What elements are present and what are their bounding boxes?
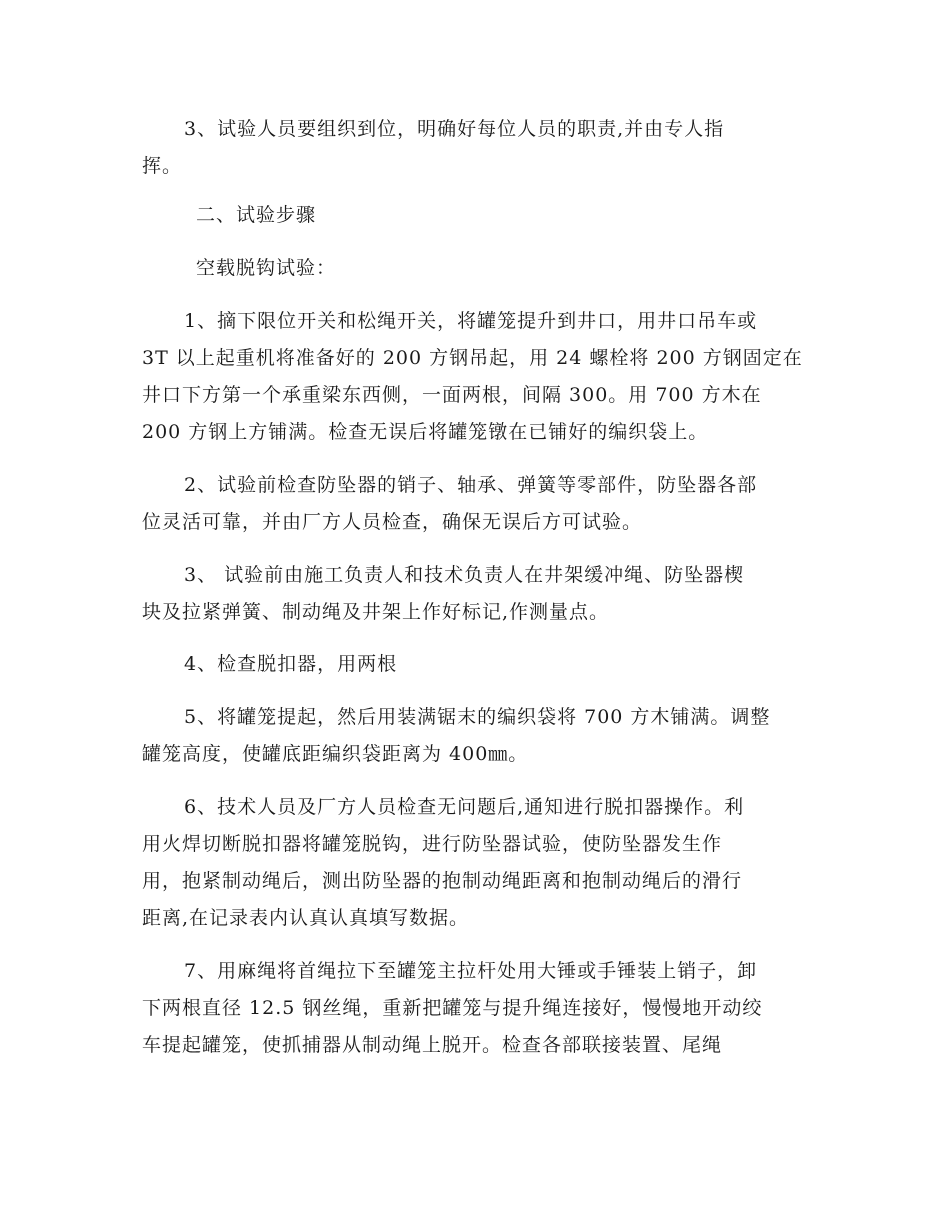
text-line: 井口下方第一个承重梁东西侧，一面两根，间隔 300。用 700 方木在	[142, 384, 762, 406]
text-line: 7、用麻绳将首绳拉下至罐笼主拉杆处用大锤或手锤装上销子，卸	[184, 960, 758, 982]
text-line: 用，抱紧制动绳后，测出防坠器的抱制动绳距离和抱制动绳后的滑行	[142, 870, 743, 892]
paragraph-step-4	[142, 646, 808, 683]
text-line: 200 方钢上方铺满。检查无误后将罐笼镦在已铺好的编织袋上。	[142, 421, 709, 443]
paragraph-step-6	[142, 789, 808, 937]
text-line: 车提起罐笼，使抓捕器从制动绳上脱开。检查各部联接装置、尾绳	[142, 1034, 723, 1056]
text-line: 3、 试验前由施工负责人和技术负责人在井架缓冲绳、防坠器楔	[184, 564, 745, 586]
text-line: 用火焊切断脱扣器将罐笼脱钩，进行防坠器试验，使防坠器发生作	[142, 833, 723, 855]
paragraph-step-7	[142, 953, 808, 1064]
text-line: 挥。	[142, 155, 183, 177]
text-line: 2、试验前检查防坠器的销子、轴承、弹簧等零部件，防坠器各部	[184, 474, 758, 496]
text-line: 下两根直径 12.5 钢丝绳，重新把罐笼与提升绳连接好，慢慢地开动绞	[142, 997, 763, 1019]
subheading: 空载脱钩试验：	[196, 257, 337, 279]
text-line: 4、检查脱扣器，用两根	[184, 653, 398, 675]
paragraph-step-2	[142, 467, 808, 541]
text-line: 块及拉紧弹簧、制动绳及井架上作好标记,作测量点。	[142, 601, 610, 623]
text-line: 3、试验人员要组织到位，明确好每位人员的职责,并由专人指	[184, 118, 725, 140]
paragraph-step-1	[142, 303, 808, 451]
text-line: 罐笼高度，使罐底距编织袋距离为 400㎜。	[142, 743, 529, 765]
paragraph-step-5	[142, 699, 808, 773]
text-line: 6、技术人员及厂方人员检查无问题后,通知进行脱扣器操作。利	[184, 796, 745, 818]
text-line: 距离,在记录表内认真认真填写数据。	[142, 907, 470, 929]
text-line: 1、摘下限位开关和松绳开关，将罐笼提升到井口，用井口吊车或	[184, 310, 758, 332]
text-line: 3T 以上起重机将准备好的 200 方钢吊起，用 24 螺栓将 200 方钢固定在	[142, 347, 803, 369]
section-heading: 二、试验步骤	[196, 204, 317, 226]
text-line: 5、将罐笼提起，然后用装满锯末的编织袋将 700 方木铺满。调整	[184, 706, 771, 728]
paragraph-personnel	[142, 111, 808, 185]
paragraph-step-3	[142, 557, 808, 631]
text-line: 位灵活可靠，并由厂方人员检查，确保无误后方可试验。	[142, 511, 643, 533]
